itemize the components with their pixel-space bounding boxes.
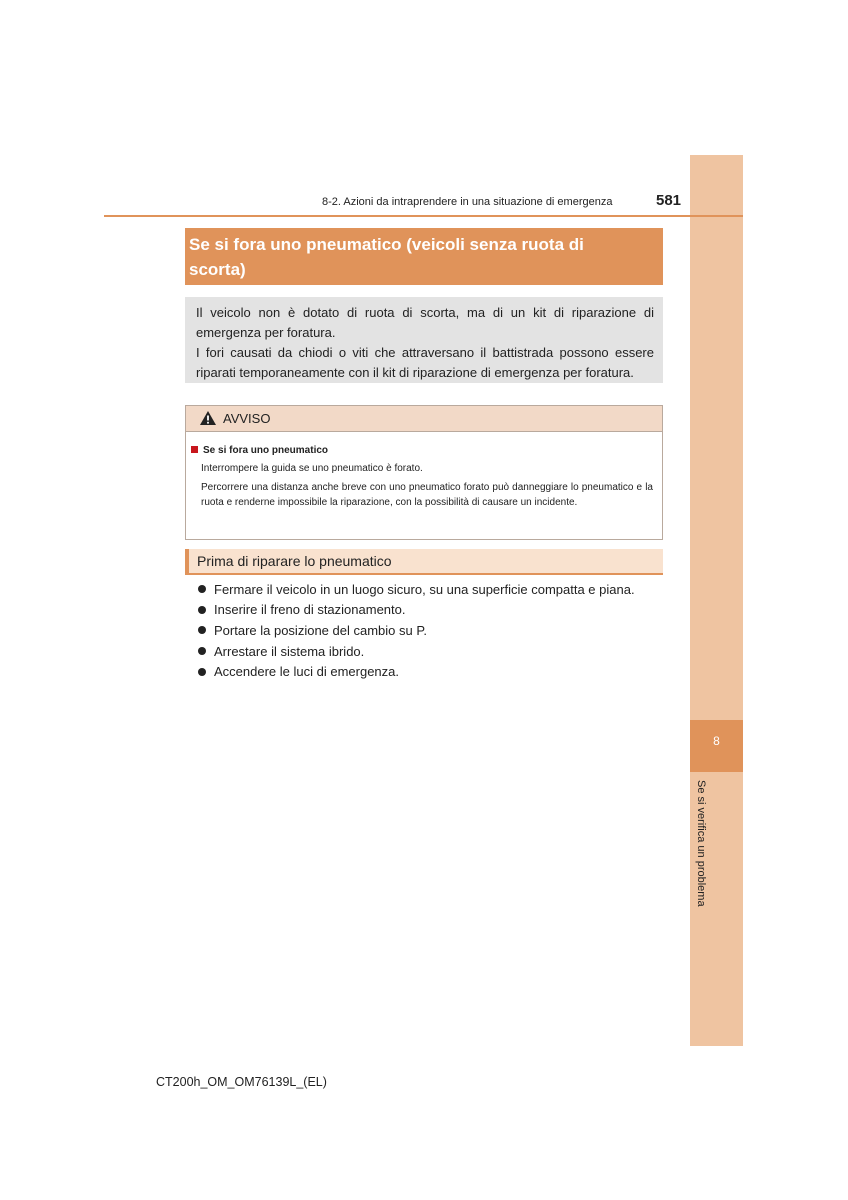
warning-label: AVVISO — [223, 411, 271, 426]
page-title: Se si fora uno pneumatico (veicoli senza ruota di scorta) — [189, 235, 584, 279]
section-title: Prima di riparare lo pneumatico — [197, 553, 392, 569]
bullet-dot-icon — [198, 647, 206, 655]
bullet-dot-icon — [198, 606, 206, 614]
list-item-text: Accendere le luci di emergenza. — [214, 664, 399, 680]
intro-box — [185, 297, 663, 383]
list-item — [196, 661, 635, 682]
document-code: CT200h_OM_OM76139L_(EL) — [156, 1075, 327, 1089]
bullet-dot-icon — [198, 585, 206, 593]
chapter-number: 8 — [713, 734, 720, 748]
chapter-title: Se si verifica un problema — [695, 780, 707, 907]
chapter-number-box — [690, 720, 743, 772]
intro-paragraph: I fori causati da chiodi o viti che attraversano il battistrada possono essere riparati temporaneamente con il kit di riparazione di emergenza per foratura. — [196, 345, 654, 380]
list-item — [196, 579, 635, 600]
page-number: 581 — [656, 192, 682, 209]
section-header-accent — [185, 549, 189, 573]
header-divider — [104, 215, 743, 217]
bullet-list — [196, 579, 635, 682]
list-item — [196, 620, 635, 641]
section-header — [185, 549, 663, 575]
intro-text — [196, 303, 654, 383]
warning-box — [185, 405, 663, 540]
warning-header — [186, 406, 662, 432]
warning-triangle-icon — [199, 410, 217, 426]
red-square-bullet-icon — [191, 446, 198, 453]
list-item-text: Arrestare il sistema ibrido. — [214, 643, 365, 659]
bullet-dot-icon — [198, 626, 206, 634]
warning-text: Percorrere una distanza anche breve con uno pneumatico forato può danneggiare lo pneumatico e la ruota e renderne impossibile la riparazione, con la possibilità di causare un incidente. — [201, 482, 653, 508]
list-item-text: Inserire il freno di stazionamento. — [214, 602, 406, 618]
list-item-text: Portare la posizione del cambio su P. — [214, 622, 427, 638]
bullet-dot-icon — [198, 668, 206, 676]
list-item — [196, 600, 635, 621]
side-chapter-tab — [690, 155, 743, 1046]
page-title-box — [185, 228, 663, 285]
list-item-text: Fermare il veicolo in un luogo sicuro, su una superficie compatta e piana. — [214, 581, 635, 597]
intro-paragraph: Il veicolo non è dotato di ruota di scorta, ma di un kit di riparazione di emergenza per foratura. — [196, 305, 654, 340]
warning-item-title — [191, 445, 328, 456]
section-path: 8-2. Azioni da intraprendere in una situazione di emergenza — [322, 196, 613, 208]
list-item — [196, 641, 635, 662]
warning-text: Interrompere la guida se uno pneumatico è forato. — [201, 463, 423, 474]
warning-item-title-text: Se si fora uno pneumatico — [203, 445, 329, 456]
